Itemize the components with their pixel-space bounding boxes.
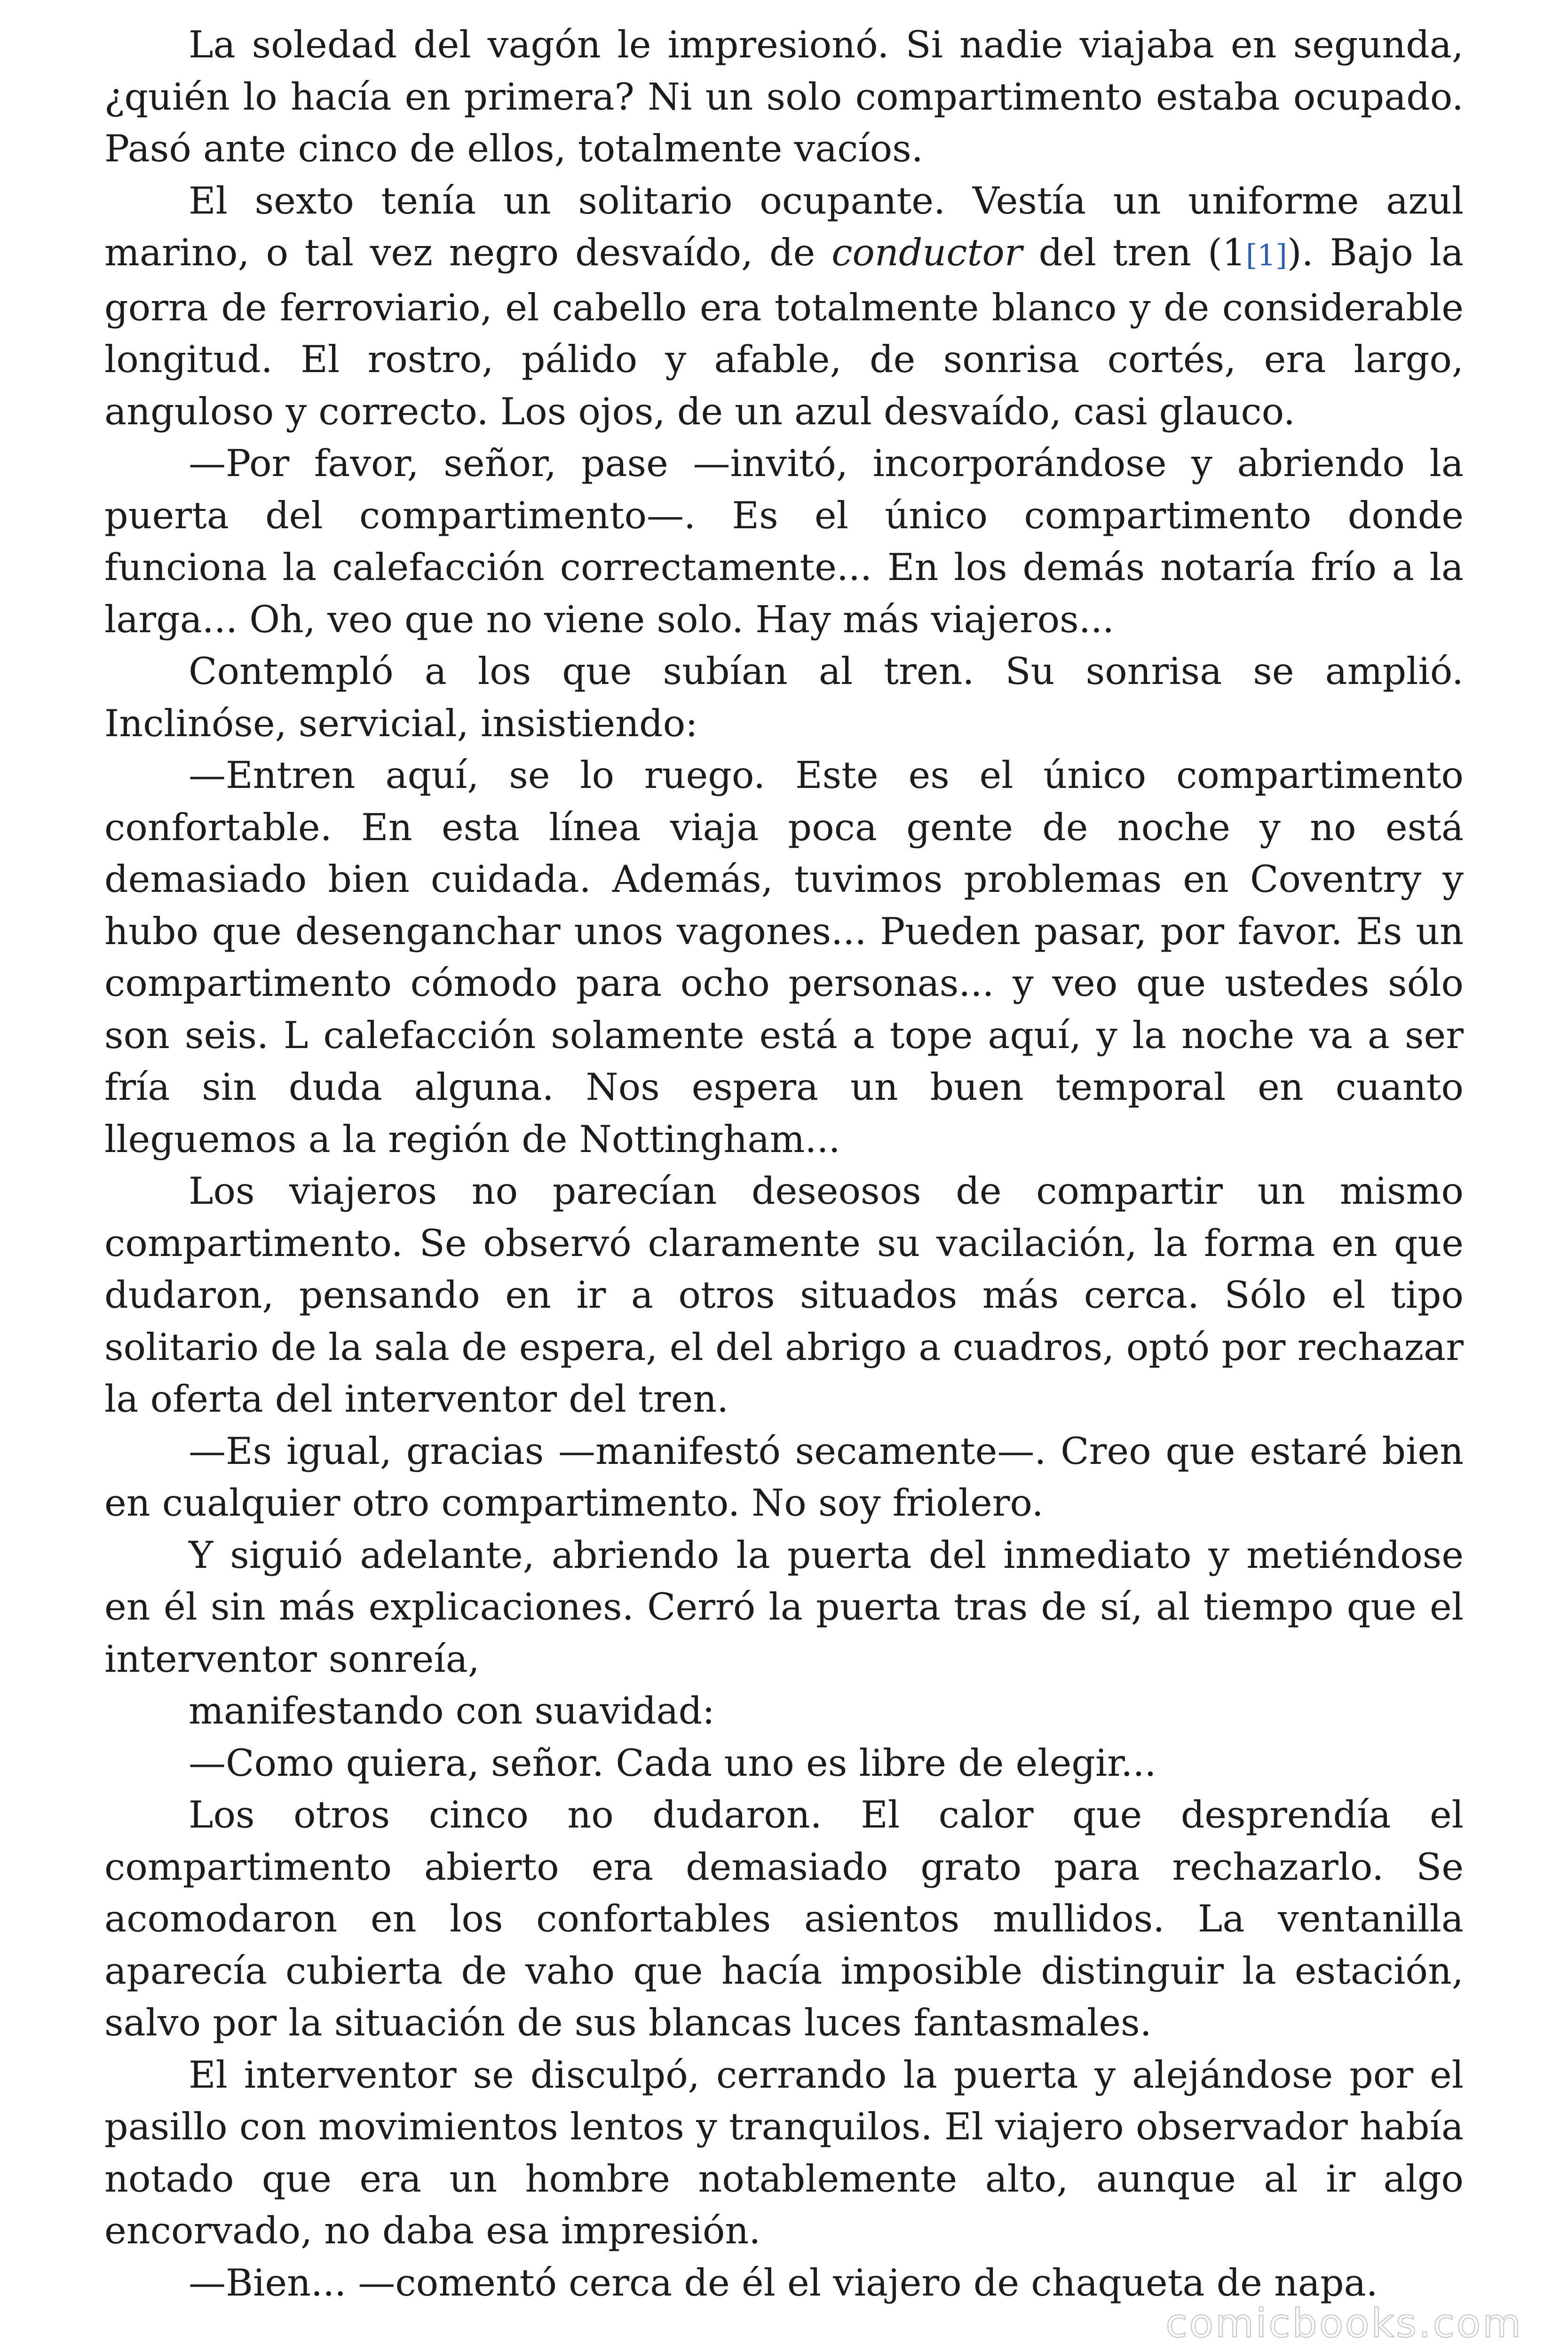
paragraph: La soledad del vagón le impresionó. Si nadie viajaba en segunda, ¿quién lo hacía en primera? Ni un solo compartimento estaba ocupado. Pasó ante cinco de ellos, totalmente vacíos. (104, 23, 1464, 170)
paragraph-text: del tren (1 (1022, 231, 1246, 274)
paragraph: Los viajeros no parecían deseosos de compartir un mismo compartimento. Se observó claramente su vacilación, la forma en que dudaron, pensando en ir a otros situados más cerca. Sólo el tipo solitario de la sala de espera, el del abrigo a cuadros, optó por rechazar la oferta del interventor del tren. (104, 1169, 1464, 1421)
paragraph: Contempló a los que subían al tren. Su sonrisa se amplió. Inclinóse, servicial, insistiendo: (104, 650, 1464, 745)
book-page (104, 19, 1464, 2305)
paragraph: —Bien... —comentó cerca de él el viajero de chaqueta de napa. (189, 2261, 1378, 2304)
paragraph-text: ). Bajo la gorra de ferroviario, el cabello era totalmente blanco y de considerable longitud. El rostro, pálido y afable, de sonrisa cortés, era largo, anguloso y correcto. Los ojos, de un azul desvaído, casi glauco. (104, 231, 1464, 433)
paragraph: Y siguió adelante, abriendo la puerta del inmediato y metiéndose en él sin más explicaciones. Cerró la puerta tras de sí, al tiempo que el interventor sonreía, (104, 1533, 1464, 1681)
paragraph-text: El sexto tenía un solitario ocupante. Vestía un uniforme azul marino, o tal vez negro desvaído, de (104, 179, 1464, 274)
paragraph: —Como quiera, señor. Cada uno es libre de elegir... (189, 1741, 1156, 1785)
paragraph: manifestando con suavidad: (189, 1689, 715, 1732)
paragraph: Los otros cinco no dudaron. El calor que desprendía el compartimento abierto era demasiado grato para rechazarlo. Se acomodaron en los confortables asientos mullidos. La ventanilla aparecía cubierta de vaho que hacía imposible distinguir la estación, salvo por la situación de sus blancas luces fantasmales. (104, 1793, 1464, 2044)
paragraph (104, 175, 1464, 438)
paragraph: —Por favor, señor, pase —invitó, incorporándose y abriendo la puerta del compartimento—. Es el único compartimento donde funciona la calefacción correctamente... En los demás notaría frío a la larga... Oh, veo que no viene solo. Hay más viajeros... (104, 442, 1464, 641)
emphasis-text: conductor (832, 231, 1022, 274)
footnote-link[interactable]: [1] (1245, 238, 1287, 272)
paragraph: El interventor se disculpó, cerrando la puerta y alejándose por el pasillo con movimientos lentos y tranquilos. El viajero observador había notado que era un hombre notablemente alto, aunque al ir algo encorvado, no daba esa impresión. (104, 2053, 1464, 2252)
paragraph: —Es igual, gracias —manifestó secamente—. Creo que estaré bien en cualquier otro compartimento. No soy friolero. (104, 1429, 1464, 1525)
watermark: comicbooks.com (1165, 2300, 1523, 2346)
paragraph: —Entren aquí, se lo ruego. Este es el único compartimento confortable. En esta línea viaja poca gente de noche y no está demasiado bien cuidada. Además, tuvimos problemas en Coventry y hubo que desenganchar unos vagones... Pueden pasar, por favor. Es un compartimento cómodo para ocho personas... y veo que ustedes sólo son seis. L calefacción solamente está a tope aquí, y la noche va a ser fría sin duda alguna. Nos espera un buen temporal en cuanto lleguemos a la región de Nottingham... (104, 754, 1464, 1161)
